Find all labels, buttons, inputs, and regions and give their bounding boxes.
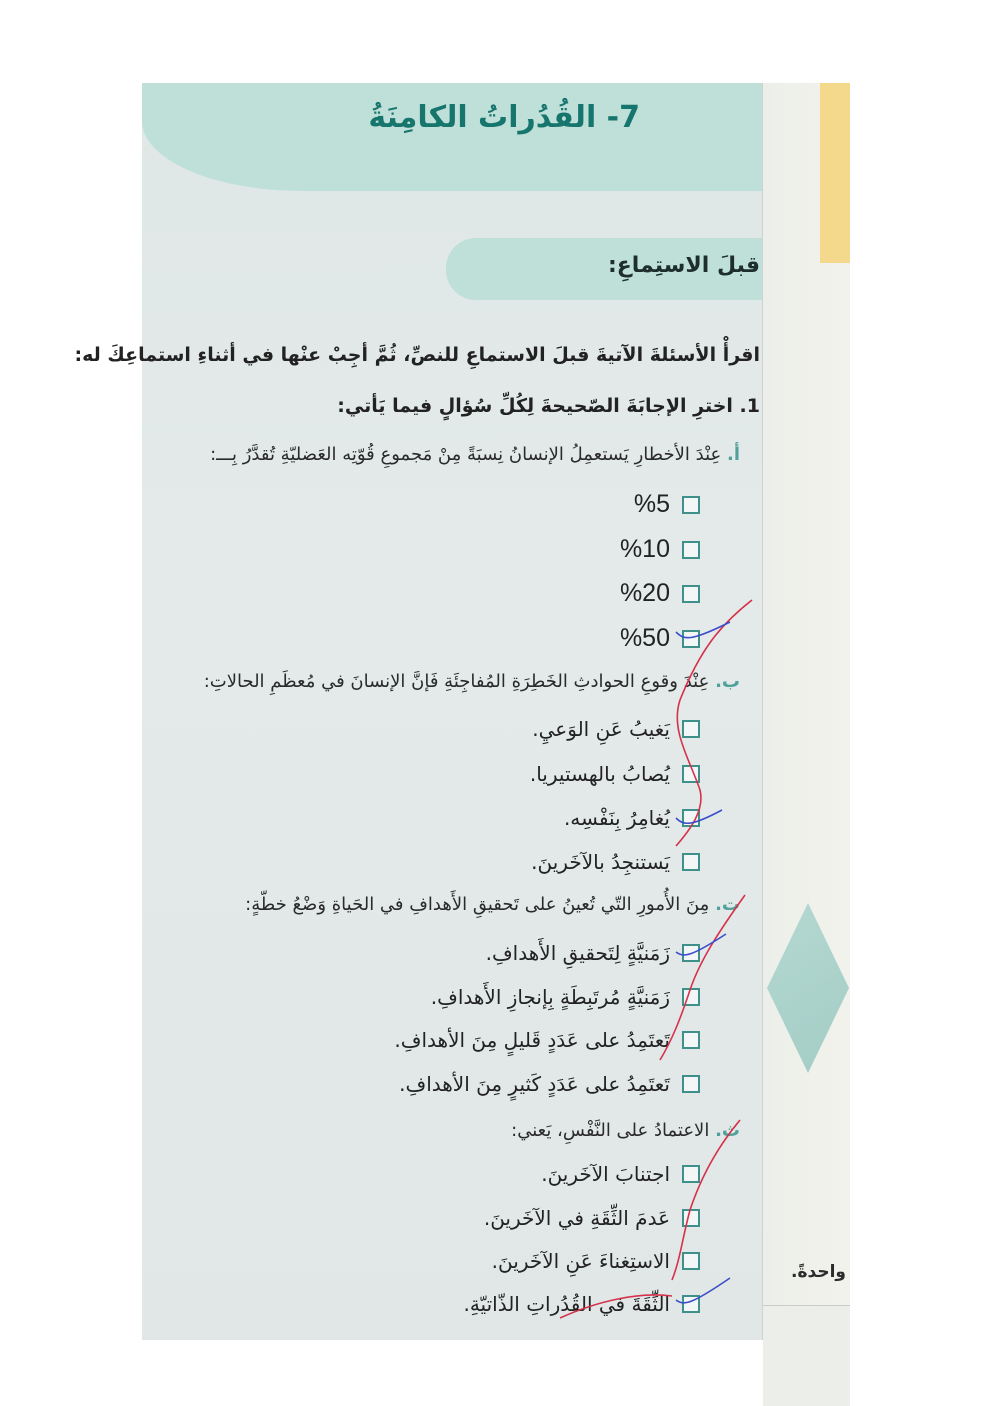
option-label: يُصابُ بالهستيريا.: [529, 762, 670, 786]
question-a: [140, 444, 740, 465]
option-a-3[interactable]: [620, 579, 700, 608]
option-label: الثِّقَةَ في القُدُراتِ الذّاتيّةِ.: [463, 1292, 670, 1316]
neighbor-lower-block: [763, 1305, 850, 1406]
checkbox[interactable]: [682, 1031, 700, 1049]
option-label: يَغيبُ عَنِ الوَعيِ.: [532, 717, 670, 741]
option-t-1[interactable]: [486, 941, 700, 965]
question-text: عِنْدَ الأخطارِ يَستعمِلُ الإنسانُ نِسبَةً مِنْ مَجموعِ قُوّتِه العَضليّةِ تُقدَّرُ بِـــ:: [210, 444, 722, 465]
option-t-2[interactable]: [431, 985, 700, 1009]
option-a-4[interactable]: [620, 624, 700, 653]
question-letter: ب.: [715, 671, 740, 692]
question-text: الاعتمادُ على النَّفْسِ، يَعني:: [511, 1120, 710, 1141]
checkbox[interactable]: [682, 1075, 700, 1093]
instructions-intro: اقرأْ الأسئلةَ الآتيةَ قبلَ الاستماعِ للنصِّ، ثُمَّ أجِبْ عنْها في أثناءِ استماعِكَ له:: [74, 344, 760, 366]
checkbox[interactable]: [682, 765, 700, 783]
option-a-2[interactable]: [620, 535, 700, 564]
question-letter: ث.: [715, 1120, 740, 1141]
option-label: الاستِغناءَ عَنِ الآخَرينَ.: [491, 1249, 670, 1273]
question-letter: أ.: [726, 444, 740, 465]
checkbox[interactable]: [682, 541, 700, 559]
option-label: تَعتَمِدُ على عَدَدٍ قَليلٍ مِنَ الأهدافِ.: [394, 1028, 670, 1052]
checkbox[interactable]: [682, 1252, 700, 1270]
option-label: يَستنجِدُ بالآخَرينَ.: [531, 850, 670, 874]
option-b-1[interactable]: [532, 717, 700, 741]
question-text: مِنَ الأُمورِ التّي تُعينُ على تَحقيقِ الأَهدافِ في الحَياةِ وَضْعُ خطّةٍ:: [245, 894, 710, 915]
question-t: [180, 894, 740, 915]
checkbox[interactable]: [682, 1295, 700, 1313]
question-text: عِنْدَ وقوعِ الحوادثِ الخَطِرَةِ المُفاجِئَةِ فَإنَّ الإنسانَ في مُعظَمِ الحالاتِ:: [203, 671, 710, 692]
neighbor-page-fragment: واحدةً.: [791, 1262, 846, 1282]
section-title: قبلَ الاستِماعِ:: [607, 253, 760, 278]
option-label: زَمَنيَّةٍ مُرتَبِطَةٍ بِإنجازِ الأَهدافِ.: [430, 985, 670, 1009]
option-label: عَدمَ الثِّقَةِ في الآخَرينَ.: [483, 1206, 670, 1230]
option-th-3[interactable]: [492, 1249, 700, 1273]
checkbox[interactable]: [682, 1209, 700, 1227]
question-letter: ت.: [715, 894, 740, 915]
option-label: %10: [619, 535, 670, 563]
option-b-4[interactable]: [531, 850, 700, 874]
exercise-1-heading: 1. اخترِ الإجابَةَ الصّحيحةَ لِكُلِّ سُؤالٍ فيما يَأتي:: [337, 395, 760, 417]
option-label: اجتنابَ الآخَرينَ.: [541, 1162, 670, 1186]
option-label: %20: [619, 579, 670, 607]
option-label: تَعتَمِدُ على عَدَدٍ كَثيرٍ مِنَ الأهدافِ.: [399, 1072, 670, 1096]
option-label: يُغامِرُ بِنَفْسِه.: [563, 806, 670, 830]
checkbox[interactable]: [682, 853, 700, 871]
lesson-title: 7- القُدُراتُ الكامِنَةُ: [368, 100, 640, 135]
neighbor-teal-shape: [767, 903, 849, 1073]
checkbox[interactable]: [682, 630, 700, 648]
checkbox[interactable]: [682, 988, 700, 1006]
checkbox[interactable]: [682, 720, 700, 738]
checkbox[interactable]: [682, 496, 700, 514]
checkbox[interactable]: [682, 944, 700, 962]
checkbox[interactable]: [682, 809, 700, 827]
neighbor-yellow-strip: [820, 83, 850, 263]
option-th-4[interactable]: [463, 1292, 700, 1316]
option-th-1[interactable]: [541, 1162, 700, 1186]
option-label: زَمَنيَّةٍ لِتَحقيقِ الأَهدافِ.: [485, 941, 670, 965]
option-t-3[interactable]: [394, 1028, 700, 1052]
question-b: [140, 671, 740, 692]
option-label: %5: [633, 490, 670, 518]
checkbox[interactable]: [682, 1165, 700, 1183]
option-label: %50: [619, 624, 670, 652]
option-b-2[interactable]: [530, 762, 700, 786]
option-a-1[interactable]: [634, 490, 700, 519]
option-b-3[interactable]: [564, 806, 700, 830]
option-th-2[interactable]: [484, 1206, 700, 1230]
question-th: [420, 1120, 740, 1141]
neighbor-page: [762, 83, 850, 1340]
checkbox[interactable]: [682, 585, 700, 603]
option-t-4[interactable]: [399, 1072, 700, 1096]
